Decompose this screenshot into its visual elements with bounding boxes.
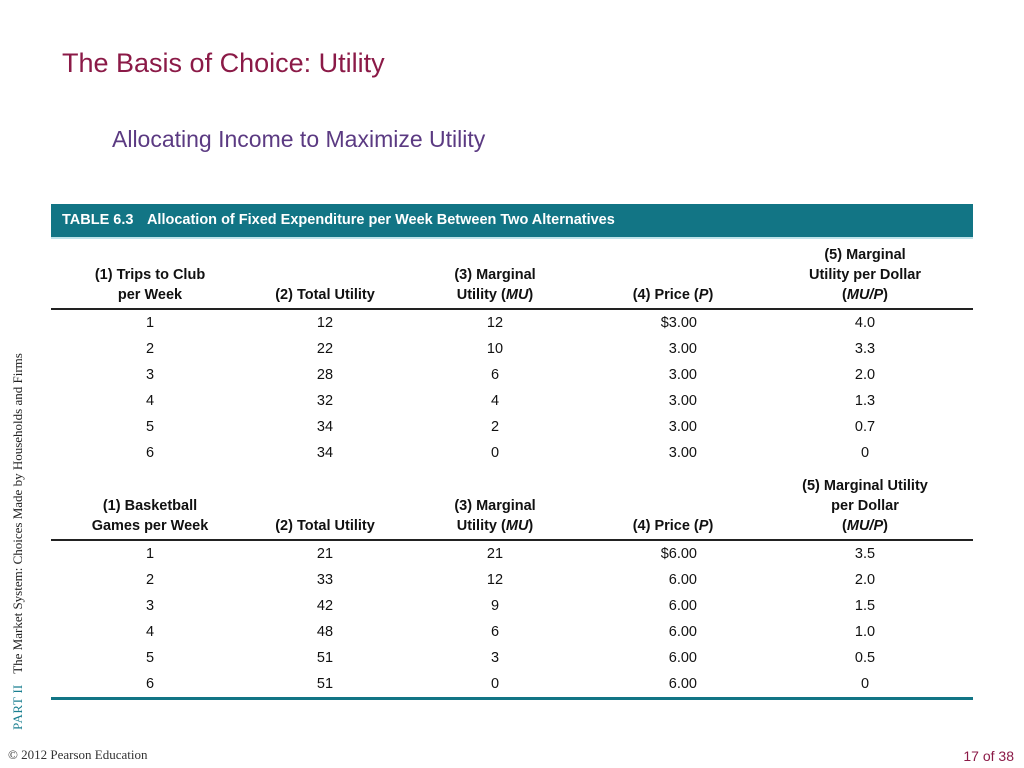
marginal-utility-cell: 3	[490, 650, 500, 666]
total-utility-cell: 42	[316, 598, 334, 614]
table-row	[51, 540, 973, 567]
panel-basketball-games	[51, 466, 973, 699]
trips-cell: 2	[145, 341, 155, 357]
sidebar-part-number: II	[10, 684, 25, 694]
sidebar-part: PART	[10, 696, 25, 730]
panel2-col5-header: (5) Marginal Utility per Dollar (MU/P)	[757, 466, 973, 540]
price-cell: 3.00	[668, 419, 697, 435]
games-cell: 3	[145, 598, 155, 614]
games-cell: 1	[145, 546, 155, 562]
table-row	[51, 671, 973, 699]
trips-cell: 1	[145, 315, 155, 331]
panel1-col3-header: (3) Marginal Utility (MU)	[401, 239, 589, 309]
total-utility-cell: 28	[316, 367, 334, 383]
panel1-header-row	[51, 239, 973, 309]
table-row	[51, 645, 973, 671]
mu-per-dollar-cell: 0	[860, 445, 870, 461]
total-utility-cell: 33	[316, 572, 334, 588]
mu-per-dollar-cell: 1.3	[854, 393, 876, 409]
price-cell: 6.00	[668, 598, 697, 614]
panel2-col3-header: (3) Marginal Utility (MU)	[401, 466, 589, 540]
total-utility-cell: 51	[249, 671, 401, 699]
price-cell: 6.00	[668, 624, 697, 640]
mu-per-dollar-cell: 0.5	[854, 650, 876, 666]
price-cell: $6.00	[660, 546, 697, 562]
sidebar-section: The Market System: Choices Made by Households and Firms	[10, 353, 25, 674]
marginal-utility-cell: 6	[490, 624, 500, 640]
table-row	[51, 440, 973, 466]
slide-title: The Basis of Choice: Utility	[62, 48, 385, 78]
marginal-utility-cell: 12	[486, 315, 504, 331]
marginal-utility-cell: 0	[401, 671, 589, 699]
price-cell: 3.00	[668, 445, 697, 461]
total-utility-cell: 48	[316, 624, 334, 640]
mu-per-dollar-cell: 3.3	[854, 341, 876, 357]
table-row	[51, 309, 973, 336]
mu-per-dollar-cell: 1.5	[854, 598, 876, 614]
panel2-col2-header: (2) Total Utility	[249, 466, 401, 540]
slide-subtitle: Allocating Income to Maximize Utility	[112, 126, 486, 152]
games-cell: 5	[145, 650, 155, 666]
panel1-col4-header: (4) Price (P)	[589, 239, 757, 309]
marginal-utility-cell: 9	[490, 598, 500, 614]
games-cell: 2	[145, 572, 155, 588]
utility-table	[51, 204, 973, 700]
total-utility-cell: 12	[316, 315, 334, 331]
total-utility-cell: 21	[316, 546, 334, 562]
mu-per-dollar-cell: 2.0	[854, 572, 876, 588]
mu-per-dollar-cell: 2.0	[854, 367, 876, 383]
panel1-col1-header: (1) Trips to Club per Week	[51, 239, 249, 309]
marginal-utility-cell: 10	[486, 341, 504, 357]
total-utility-cell: 32	[316, 393, 334, 409]
page-number: 17 of 38	[963, 748, 1014, 764]
total-utility-cell: 34	[316, 445, 334, 461]
trips-cell: 5	[145, 419, 155, 435]
trips-cell: 3	[145, 367, 155, 383]
copyright-notice: © 2012 Pearson Education	[8, 747, 148, 762]
panel1-col2-header: (2) Total Utility	[249, 239, 401, 309]
table-row	[51, 336, 973, 362]
panel2-header-row	[51, 466, 973, 540]
price-cell: 3.00	[668, 367, 697, 383]
total-utility-cell: 51	[316, 650, 334, 666]
trips-cell: 4	[145, 393, 155, 409]
table-row	[51, 362, 973, 388]
price-cell: 3.00	[668, 393, 697, 409]
allocation-table	[51, 239, 973, 700]
marginal-utility-cell: 2	[490, 419, 500, 435]
table-row	[51, 567, 973, 593]
mu-per-dollar-cell: 4.0	[854, 315, 876, 331]
trips-cell: 6	[145, 445, 155, 461]
marginal-utility-cell: 0	[490, 445, 500, 461]
mu-per-dollar-cell: 0	[757, 671, 973, 699]
panel-trips-to-club	[51, 239, 973, 466]
price-cell: 3.00	[668, 341, 697, 357]
panel2-col4-header: (4) Price (P)	[589, 466, 757, 540]
marginal-utility-cell: 12	[486, 572, 504, 588]
mu-per-dollar-cell: 3.5	[854, 546, 876, 562]
table-title: Allocation of Fixed Expenditure per Week Between Two Alternatives	[146, 212, 615, 228]
marginal-utility-cell: 21	[486, 546, 504, 562]
price-cell: 6.00	[668, 572, 697, 588]
table-number: TABLE 6.3	[62, 212, 134, 228]
total-utility-cell: 22	[316, 341, 334, 357]
mu-per-dollar-cell: 1.0	[854, 624, 876, 640]
table-row	[51, 619, 973, 645]
table-row	[51, 593, 973, 619]
marginal-utility-cell: 4	[490, 393, 500, 409]
price-cell: $3.00	[660, 315, 697, 331]
mu-per-dollar-cell: 0.7	[854, 419, 876, 435]
panel2-col1-header: (1) Basketball Games per Week	[51, 466, 249, 540]
table-header	[51, 204, 973, 239]
marginal-utility-cell: 6	[490, 367, 500, 383]
sidebar-label	[10, 270, 32, 730]
table-row	[51, 414, 973, 440]
total-utility-cell: 34	[316, 419, 334, 435]
games-cell: 6	[51, 671, 249, 699]
panel1-col5-header: (5) Marginal Utility per Dollar (MU/P)	[757, 239, 973, 309]
table-row	[51, 388, 973, 414]
price-cell: 6.00	[589, 671, 757, 699]
price-cell: 6.00	[668, 650, 697, 666]
games-cell: 4	[145, 624, 155, 640]
